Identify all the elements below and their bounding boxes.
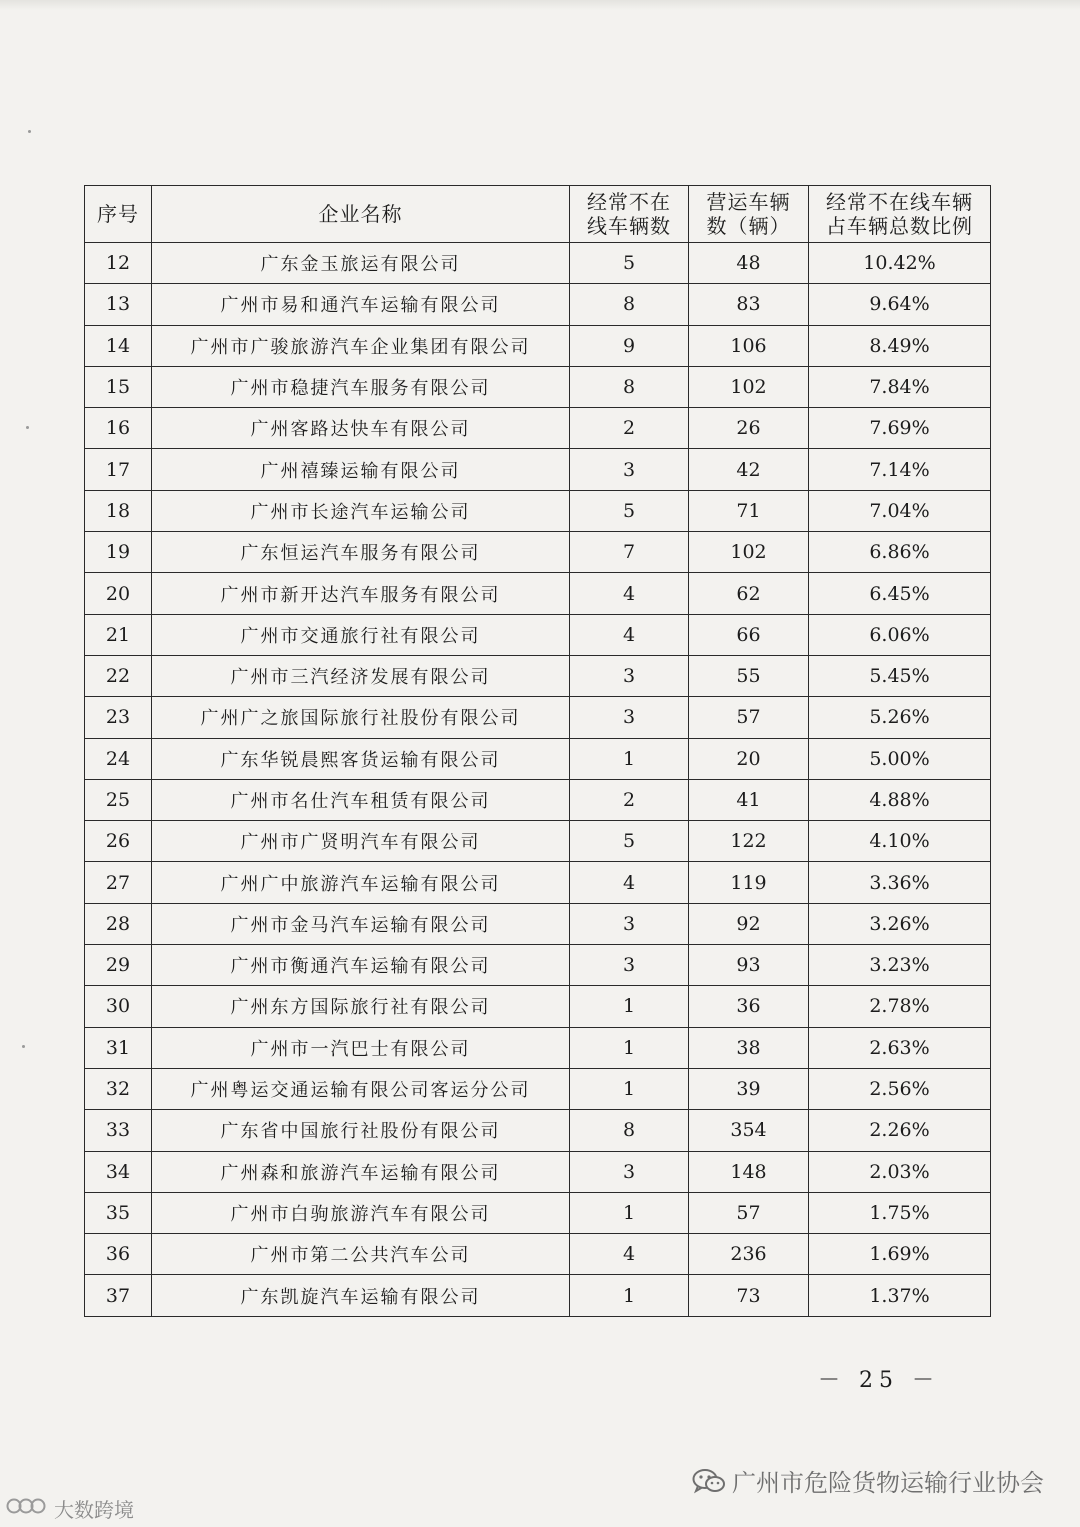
cell-offline-ratio: 5.45% bbox=[809, 655, 991, 696]
cell-seq: 17 bbox=[85, 449, 152, 490]
cell-offline-ratio: 6.45% bbox=[809, 573, 991, 614]
cell-seq: 29 bbox=[85, 945, 152, 986]
cell-total-vehicles: 39 bbox=[689, 1068, 809, 1109]
cell-offline-ratio: 2.78% bbox=[809, 986, 991, 1027]
cell-seq: 21 bbox=[85, 614, 152, 655]
cell-offline-count: 4 bbox=[570, 1234, 689, 1275]
cell-offline-ratio: 3.26% bbox=[809, 903, 991, 944]
cell-offline-ratio: 2.26% bbox=[809, 1110, 991, 1151]
cell-seq: 22 bbox=[85, 655, 152, 696]
header-company-name bbox=[152, 186, 570, 243]
cell-total-vehicles: 20 bbox=[689, 738, 809, 779]
cell-company-name: 广东省中国旅行社股份有限公司 bbox=[152, 1110, 570, 1151]
cell-seq: 18 bbox=[85, 490, 152, 531]
cell-offline-ratio: 7.04% bbox=[809, 490, 991, 531]
wechat-watermark-text: 广州市危险货物运输行业协会 bbox=[732, 1469, 1044, 1497]
cell-offline-ratio: 5.00% bbox=[809, 738, 991, 779]
header-seq-text: 序号 bbox=[97, 202, 139, 226]
cell-total-vehicles: 122 bbox=[689, 821, 809, 862]
table-row bbox=[85, 1275, 991, 1316]
cell-company-name: 广州禧臻运输有限公司 bbox=[152, 449, 570, 490]
cell-seq: 30 bbox=[85, 986, 152, 1027]
cell-seq: 31 bbox=[85, 1027, 152, 1068]
wechat-watermark bbox=[692, 1463, 1044, 1498]
cell-company-name: 广州市第二公共汽车公司 bbox=[152, 1234, 570, 1275]
cell-offline-count: 1 bbox=[570, 986, 689, 1027]
cell-offline-count: 4 bbox=[570, 862, 689, 903]
cell-offline-count: 2 bbox=[570, 408, 689, 449]
cell-seq: 25 bbox=[85, 779, 152, 820]
cell-offline-ratio: 6.86% bbox=[809, 532, 991, 573]
cell-offline-count: 5 bbox=[570, 243, 689, 284]
table-row bbox=[85, 1027, 991, 1068]
cell-total-vehicles: 48 bbox=[689, 243, 809, 284]
cell-company-name: 广州广中旅游汽车运输有限公司 bbox=[152, 862, 570, 903]
header-offline-ratio bbox=[809, 186, 991, 243]
cell-seq: 27 bbox=[85, 862, 152, 903]
cell-offline-count: 8 bbox=[570, 366, 689, 407]
page-number: － 25 － bbox=[818, 1368, 940, 1393]
table-row bbox=[85, 738, 991, 779]
scan-speck bbox=[26, 426, 29, 429]
cell-company-name: 广东金玉旅运有限公司 bbox=[152, 243, 570, 284]
header-seq bbox=[85, 186, 152, 243]
table-body bbox=[85, 243, 991, 1317]
header-ratio-line1: 经常不在线车辆 bbox=[826, 190, 973, 214]
table-row bbox=[85, 945, 991, 986]
scan-speck bbox=[22, 1045, 25, 1048]
table-row bbox=[85, 1110, 991, 1151]
cell-offline-ratio: 1.75% bbox=[809, 1192, 991, 1233]
table-row bbox=[85, 779, 991, 820]
cell-seq: 26 bbox=[85, 821, 152, 862]
vehicle-offline-table bbox=[84, 185, 991, 1317]
cell-total-vehicles: 236 bbox=[689, 1234, 809, 1275]
cell-total-vehicles: 119 bbox=[689, 862, 809, 903]
cell-total-vehicles: 42 bbox=[689, 449, 809, 490]
cell-total-vehicles: 102 bbox=[689, 366, 809, 407]
header-total-line1: 营运车辆 bbox=[706, 190, 791, 214]
cell-offline-ratio: 2.63% bbox=[809, 1027, 991, 1068]
cell-total-vehicles: 73 bbox=[689, 1275, 809, 1316]
table-row bbox=[85, 490, 991, 531]
cell-seq: 20 bbox=[85, 573, 152, 614]
cell-offline-count: 4 bbox=[570, 614, 689, 655]
table-row bbox=[85, 325, 991, 366]
cell-company-name: 广州市一汽巴士有限公司 bbox=[152, 1027, 570, 1068]
cell-offline-count: 1 bbox=[570, 738, 689, 779]
cell-offline-count: 5 bbox=[570, 821, 689, 862]
cell-offline-count: 1 bbox=[570, 1192, 689, 1233]
cell-seq: 15 bbox=[85, 366, 152, 407]
cell-offline-ratio: 6.06% bbox=[809, 614, 991, 655]
cell-offline-ratio: 4.10% bbox=[809, 821, 991, 862]
cell-company-name: 广州市三汽经济发展有限公司 bbox=[152, 655, 570, 696]
header-total-line2: 数（辆） bbox=[706, 214, 791, 238]
cell-total-vehicles: 41 bbox=[689, 779, 809, 820]
header-offline-line1: 经常不在 bbox=[587, 190, 671, 214]
cell-total-vehicles: 71 bbox=[689, 490, 809, 531]
cell-total-vehicles: 57 bbox=[689, 1192, 809, 1233]
cell-seq: 37 bbox=[85, 1275, 152, 1316]
cell-company-name: 广州东方国际旅行社有限公司 bbox=[152, 986, 570, 1027]
cell-offline-ratio: 2.56% bbox=[809, 1068, 991, 1109]
cell-company-name: 广州市金马汽车运输有限公司 bbox=[152, 903, 570, 944]
table-row bbox=[85, 532, 991, 573]
cell-company-name: 广州市广贤明汽车有限公司 bbox=[152, 821, 570, 862]
cell-total-vehicles: 93 bbox=[689, 945, 809, 986]
cell-total-vehicles: 57 bbox=[689, 697, 809, 738]
table-row bbox=[85, 821, 991, 862]
cell-offline-count: 3 bbox=[570, 655, 689, 696]
cell-company-name: 广州森和旅游汽车运输有限公司 bbox=[152, 1151, 570, 1192]
cell-total-vehicles: 66 bbox=[689, 614, 809, 655]
cell-company-name: 广东凯旋汽车运输有限公司 bbox=[152, 1275, 570, 1316]
cell-offline-ratio: 10.42% bbox=[809, 243, 991, 284]
table-row bbox=[85, 614, 991, 655]
table-row bbox=[85, 243, 991, 284]
cell-offline-ratio: 2.03% bbox=[809, 1151, 991, 1192]
brand-watermark bbox=[6, 1494, 134, 1523]
cell-offline-ratio: 9.64% bbox=[809, 284, 991, 325]
cell-offline-count: 1 bbox=[570, 1068, 689, 1109]
cell-offline-count: 1 bbox=[570, 1027, 689, 1068]
cell-company-name: 广州市稳捷汽车服务有限公司 bbox=[152, 366, 570, 407]
table-row bbox=[85, 986, 991, 1027]
cell-company-name: 广东华锐晨熙客货运输有限公司 bbox=[152, 738, 570, 779]
cell-offline-ratio: 5.26% bbox=[809, 697, 991, 738]
table-row bbox=[85, 1234, 991, 1275]
cell-seq: 36 bbox=[85, 1234, 152, 1275]
cell-total-vehicles: 26 bbox=[689, 408, 809, 449]
cell-offline-ratio: 7.14% bbox=[809, 449, 991, 490]
table-header-row bbox=[85, 186, 991, 243]
table-row bbox=[85, 408, 991, 449]
cell-offline-count: 1 bbox=[570, 1275, 689, 1316]
table-row bbox=[85, 284, 991, 325]
brand-logo-icon bbox=[6, 1495, 48, 1522]
header-company-name-text: 企业名称 bbox=[318, 202, 403, 226]
cell-total-vehicles: 92 bbox=[689, 903, 809, 944]
header-ratio-line2: 占车辆总数比例 bbox=[826, 214, 973, 238]
cell-offline-ratio: 7.69% bbox=[809, 408, 991, 449]
page-top-edge bbox=[0, 0, 1080, 10]
header-total-vehicles bbox=[689, 186, 809, 243]
cell-offline-ratio: 8.49% bbox=[809, 325, 991, 366]
cell-total-vehicles: 354 bbox=[689, 1110, 809, 1151]
table-row bbox=[85, 655, 991, 696]
cell-company-name: 广东恒运汽车服务有限公司 bbox=[152, 532, 570, 573]
cell-offline-count: 3 bbox=[570, 697, 689, 738]
cell-company-name: 广州市衡通汽车运输有限公司 bbox=[152, 945, 570, 986]
cell-total-vehicles: 55 bbox=[689, 655, 809, 696]
header-offline-line2: 线车辆数 bbox=[587, 214, 671, 238]
cell-seq: 24 bbox=[85, 738, 152, 779]
cell-seq: 23 bbox=[85, 697, 152, 738]
brand-watermark-text: 大数跨境 bbox=[54, 1498, 134, 1522]
table-row bbox=[85, 862, 991, 903]
cell-seq: 35 bbox=[85, 1192, 152, 1233]
cell-company-name: 广州市名仕汽车租赁有限公司 bbox=[152, 779, 570, 820]
cell-company-name: 广州市广骏旅游汽车企业集团有限公司 bbox=[152, 325, 570, 366]
table-row bbox=[85, 903, 991, 944]
cell-total-vehicles: 62 bbox=[689, 573, 809, 614]
cell-company-name: 广州市白驹旅游汽车有限公司 bbox=[152, 1192, 570, 1233]
cell-seq: 13 bbox=[85, 284, 152, 325]
cell-offline-count: 3 bbox=[570, 449, 689, 490]
cell-offline-ratio: 1.69% bbox=[809, 1234, 991, 1275]
table-row bbox=[85, 366, 991, 407]
cell-seq: 16 bbox=[85, 408, 152, 449]
cell-total-vehicles: 36 bbox=[689, 986, 809, 1027]
cell-seq: 19 bbox=[85, 532, 152, 573]
cell-company-name: 广州粤运交通运输有限公司客运分公司 bbox=[152, 1068, 570, 1109]
cell-total-vehicles: 106 bbox=[689, 325, 809, 366]
table-row bbox=[85, 1192, 991, 1233]
cell-offline-ratio: 1.37% bbox=[809, 1275, 991, 1316]
cell-seq: 12 bbox=[85, 243, 152, 284]
header-offline-count bbox=[570, 186, 689, 243]
cell-offline-count: 4 bbox=[570, 573, 689, 614]
cell-seq: 28 bbox=[85, 903, 152, 944]
table-row bbox=[85, 1068, 991, 1109]
cell-offline-count: 3 bbox=[570, 903, 689, 944]
scan-speck bbox=[28, 130, 31, 133]
cell-company-name: 广州客路达快车有限公司 bbox=[152, 408, 570, 449]
cell-company-name: 广州市易和通汽车运输有限公司 bbox=[152, 284, 570, 325]
cell-offline-count: 8 bbox=[570, 1110, 689, 1151]
table-row bbox=[85, 1151, 991, 1192]
cell-company-name: 广州广之旅国际旅行社股份有限公司 bbox=[152, 697, 570, 738]
cell-offline-count: 9 bbox=[570, 325, 689, 366]
cell-total-vehicles: 148 bbox=[689, 1151, 809, 1192]
cell-company-name: 广州市长途汽车运输公司 bbox=[152, 490, 570, 531]
cell-offline-ratio: 4.88% bbox=[809, 779, 991, 820]
cell-offline-count: 5 bbox=[570, 490, 689, 531]
cell-seq: 14 bbox=[85, 325, 152, 366]
cell-offline-ratio: 3.36% bbox=[809, 862, 991, 903]
wechat-icon bbox=[692, 1468, 726, 1494]
cell-offline-count: 7 bbox=[570, 532, 689, 573]
cell-offline-count: 3 bbox=[570, 945, 689, 986]
cell-offline-ratio: 3.23% bbox=[809, 945, 991, 986]
cell-company-name: 广州市交通旅行社有限公司 bbox=[152, 614, 570, 655]
cell-total-vehicles: 83 bbox=[689, 284, 809, 325]
cell-offline-count: 2 bbox=[570, 779, 689, 820]
cell-offline-ratio: 7.84% bbox=[809, 366, 991, 407]
cell-seq: 33 bbox=[85, 1110, 152, 1151]
cell-total-vehicles: 38 bbox=[689, 1027, 809, 1068]
cell-seq: 34 bbox=[85, 1151, 152, 1192]
cell-company-name: 广州市新开达汽车服务有限公司 bbox=[152, 573, 570, 614]
cell-offline-count: 8 bbox=[570, 284, 689, 325]
table-row bbox=[85, 573, 991, 614]
cell-seq: 32 bbox=[85, 1068, 152, 1109]
cell-offline-count: 3 bbox=[570, 1151, 689, 1192]
cell-total-vehicles: 102 bbox=[689, 532, 809, 573]
table-row bbox=[85, 449, 991, 490]
table-row bbox=[85, 697, 991, 738]
